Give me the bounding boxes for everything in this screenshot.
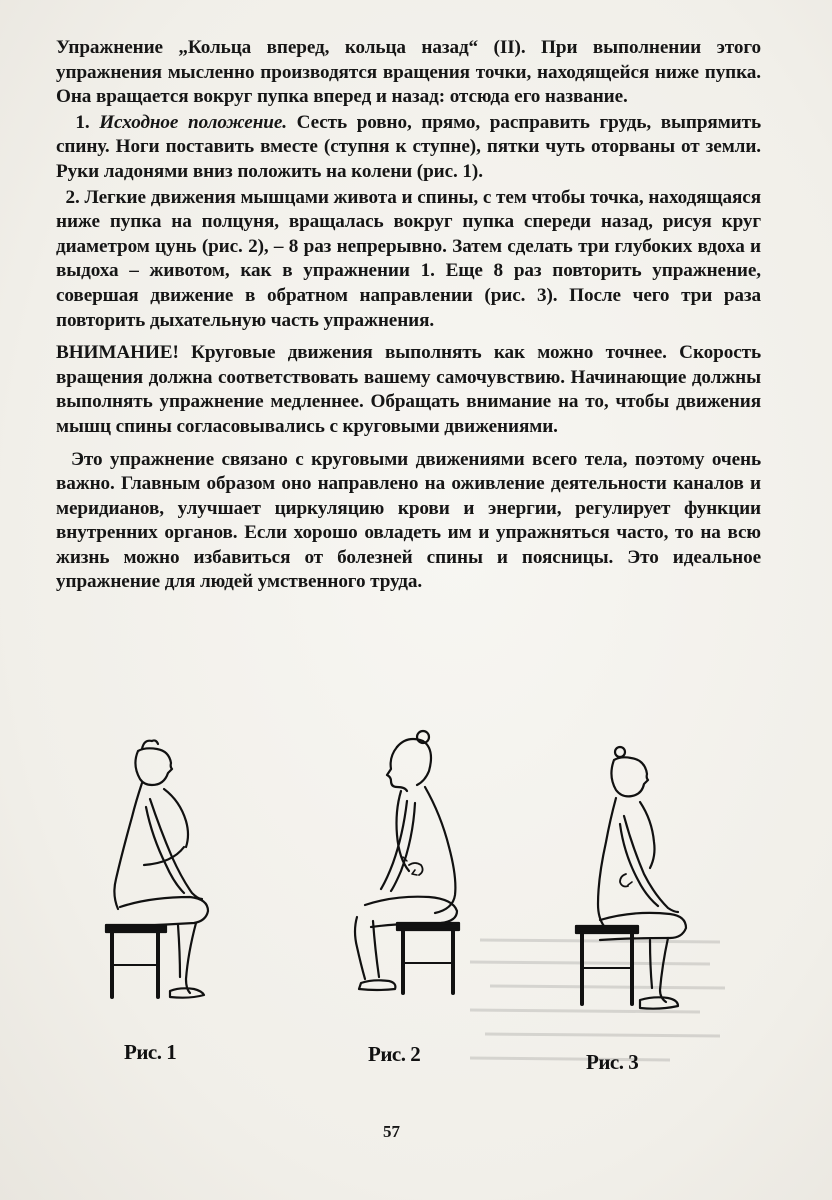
seated-figure-2: [345, 725, 480, 1010]
attention-text: ВНИМАНИЕ! Круговые движения выполнять как можно точнее. Скорость вращения должна соответствовать вашему самочувствию. Начинающие должны выполнять упражнение медленнее. Обращать внимание на то, чтобы движения мышц спины согласовывались с круговыми движениями.: [56, 342, 761, 437]
step1-text: Сесть ровно, прямо, расправить грудь, выпрямить спину. Ноги поставить вместе (ступня к ступне), пятки чуть оторваны от земли. Руки ладонями вниз положить на колени (рис. 1).: [56, 111, 761, 182]
conclusion-text: Это упражнение связано с круговыми движениями всего тела, поэтому очень важно. Главным образом оно направлено на оживление деятельности каналов и меридианов, улучшает циркуляцию крови и энергии, регулирует функции внутренних органов. Если хорошо овладеть им и упражняться часто, то на всю жизнь можно избавиться от болезней спины и поясницы. Это идеальное упражнение для людей умственного труда.: [56, 448, 761, 593]
figure-1-illustration: [92, 735, 227, 1020]
step1-number: 1.: [75, 111, 100, 133]
step1-label: Исходное положение.: [99, 111, 287, 133]
seated-figure-1: [92, 735, 227, 1020]
step2-text: 2. Легкие движения мышцами живота и спины, с тем чтобы точка, находящаяся ниже пупка на полцуня, вращалась вокруг пупка спереди назад, рисуя круг диаметром цунь (рис. 2), – 8 раз непрерывно. Затем сделать три глубоких вдоха и выдоха – животом, как в упражнении 1. Еще 8 раз повторить упражнение, совершая движение в обратном направлении (рис. 3). После чего три раза повторить дыхательную часть упражнения.: [56, 186, 761, 331]
exercise-title: Упражнение „Кольца вперед, кольца назад“ (II).: [56, 37, 526, 58]
intro-text: При выполнении этого упражнения мысленно производятся вращения точки, находящейся ниже пупка. Она вращается вокруг пупка вперед и назад: отсюда его название.: [56, 37, 761, 108]
paragraph-step2: [56, 186, 761, 334]
paragraph-step1: [56, 111, 761, 185]
page-number: 57: [383, 1122, 400, 1141]
figure-3-caption: Рис. 3: [586, 1050, 639, 1074]
figure-3-illustration: [570, 742, 705, 1027]
paragraph-intro: [56, 36, 761, 110]
figure-2-illustration: [345, 725, 480, 1010]
body-text: [56, 36, 761, 595]
paragraph-conclusion: [56, 448, 761, 596]
figure-1-caption: Рис. 1: [124, 1040, 177, 1064]
figure-2-caption: Рис. 2: [368, 1042, 421, 1066]
paragraph-attention: [56, 341, 761, 439]
seated-figure-3: [570, 742, 705, 1027]
